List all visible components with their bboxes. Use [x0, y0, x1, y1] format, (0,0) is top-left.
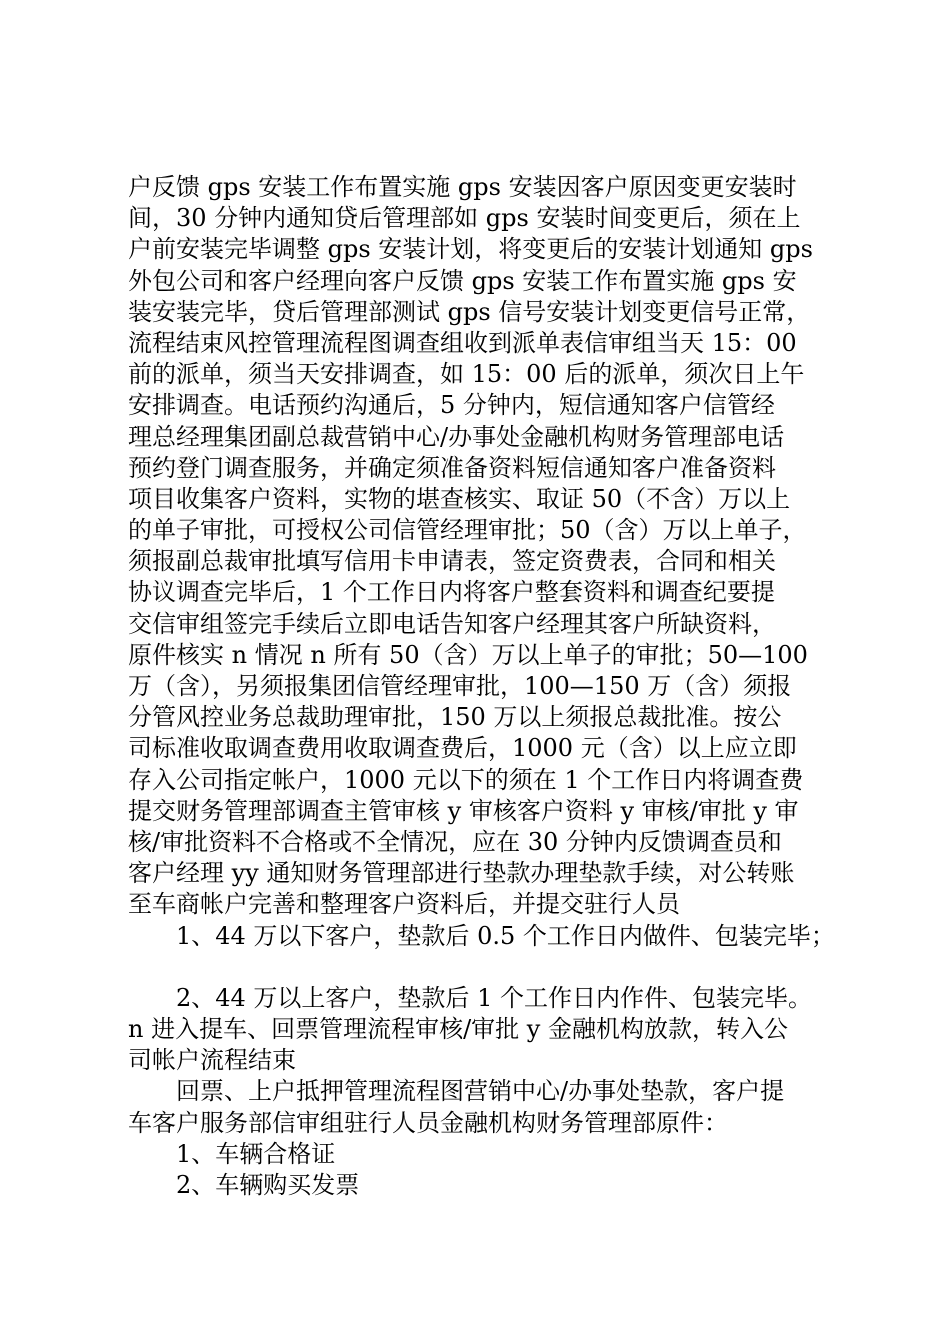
text-line: 的单子审批，可授权公司信管经理审批；50（含）万以上单子，: [128, 516, 807, 545]
text-line: 分管风控业务总裁助理审批，150 万以上须报总裁批准。按公: [128, 703, 782, 732]
text-line: 前的派单，须当天安排调查，如 15：00 后的派单，须次日上午: [128, 360, 805, 389]
text-line: 预约登门调查服务，并确定须准备资料短信通知客户准备资料: [128, 453, 776, 482]
text-line: 间，30 分钟内通知贷后管理部如 gps 安装时间变更后，须在上: [128, 204, 801, 233]
text-line: n 进入提车、回票管理流程审核/审批 y 金融机构放款，转入公: [128, 1015, 788, 1044]
text-line: 安排调查。电话预约沟通后，5 分钟内，短信通知客户信管经: [128, 391, 775, 420]
document-body: [128, 172, 848, 1201]
blank-line: [128, 952, 848, 983]
text-line: 须报副总裁审批填写信用卡申请表，签定资费表，合同和相关: [128, 547, 776, 576]
text-line: 协议调查完毕后，1 个工作日内将客户整套资料和调查纪要提: [128, 578, 775, 607]
paragraph-first-line: 回票、上户抵押管理流程图营销中心/办事处垫款，客户提: [176, 1077, 785, 1106]
text-line: 提交财务管理部调查主管审核 y 审核客户资料 y 审核/审批 y 审: [128, 796, 799, 825]
text-line: 理总经理集团副总裁营销中心/办事处金融机构财务管理部电话: [128, 422, 785, 451]
text-line: 存入公司指定帐户，1000 元以下的须在 1 个工作日内将调查费: [128, 765, 804, 794]
text-line: 客户经理 yy 通知财务管理部进行垫款办理垫款手续，对公转账: [128, 859, 795, 888]
list-item-2: 2、44 万以上客户，垫款后 1 个工作日内作件、包装完毕。: [176, 983, 812, 1012]
text-line: 装安装完毕，贷后管理部测试 gps 信号安装计划变更信号正常，: [128, 297, 811, 326]
text-line: 户反馈 gps 安装工作布置实施 gps 安装因客户原因变更安装时: [128, 173, 797, 201]
text-line: 户前安装完毕调整 gps 安装计划，将变更后的安装计划通知 gps: [128, 235, 813, 264]
list-item-1: 1、44 万以下客户，垫款后 0.5 个工作日内做件、包装完毕；: [176, 921, 835, 950]
text-line: 司帐户流程结束: [128, 1046, 296, 1075]
text-line: 至车商帐户完善和整理客户资料后，并提交驻行人员: [128, 890, 680, 919]
text-line: 原件核实 n 情况 n 所有 50（含）万以上单子的审批；50—100: [128, 640, 808, 669]
text-line: 车客户服务部信审组驻行人员金融机构财务管理部原件：: [128, 1108, 728, 1137]
text-line: 交信审组签完手续后立即电话告知客户经理其客户所缺资料，: [128, 609, 776, 638]
list-item-certificate: 1、车辆合格证: [176, 1139, 336, 1168]
text-line: 项目收集客户资料，实物的堪查核实、取证 50（不含）万以上: [128, 484, 791, 513]
text-line: 司标准收取调查费用收取调查费后，1000 元（含）以上应立即: [128, 734, 797, 763]
list-item-invoice: 2、车辆购买发票: [176, 1171, 360, 1199]
text-line: 核/审批资料不合格或不全情况，应在 30 分钟内反馈调查员和: [128, 827, 782, 856]
text-line: 外包公司和客户经理向客户反馈 gps 安装工作布置实施 gps 安: [128, 266, 797, 295]
text-line: 万（含），另须报集团信管经理审批，100—150 万（含）须报: [128, 672, 792, 700]
text-line: 流程结束风控管理流程图调查组收到派单表信审组当天 15：00: [128, 328, 797, 357]
